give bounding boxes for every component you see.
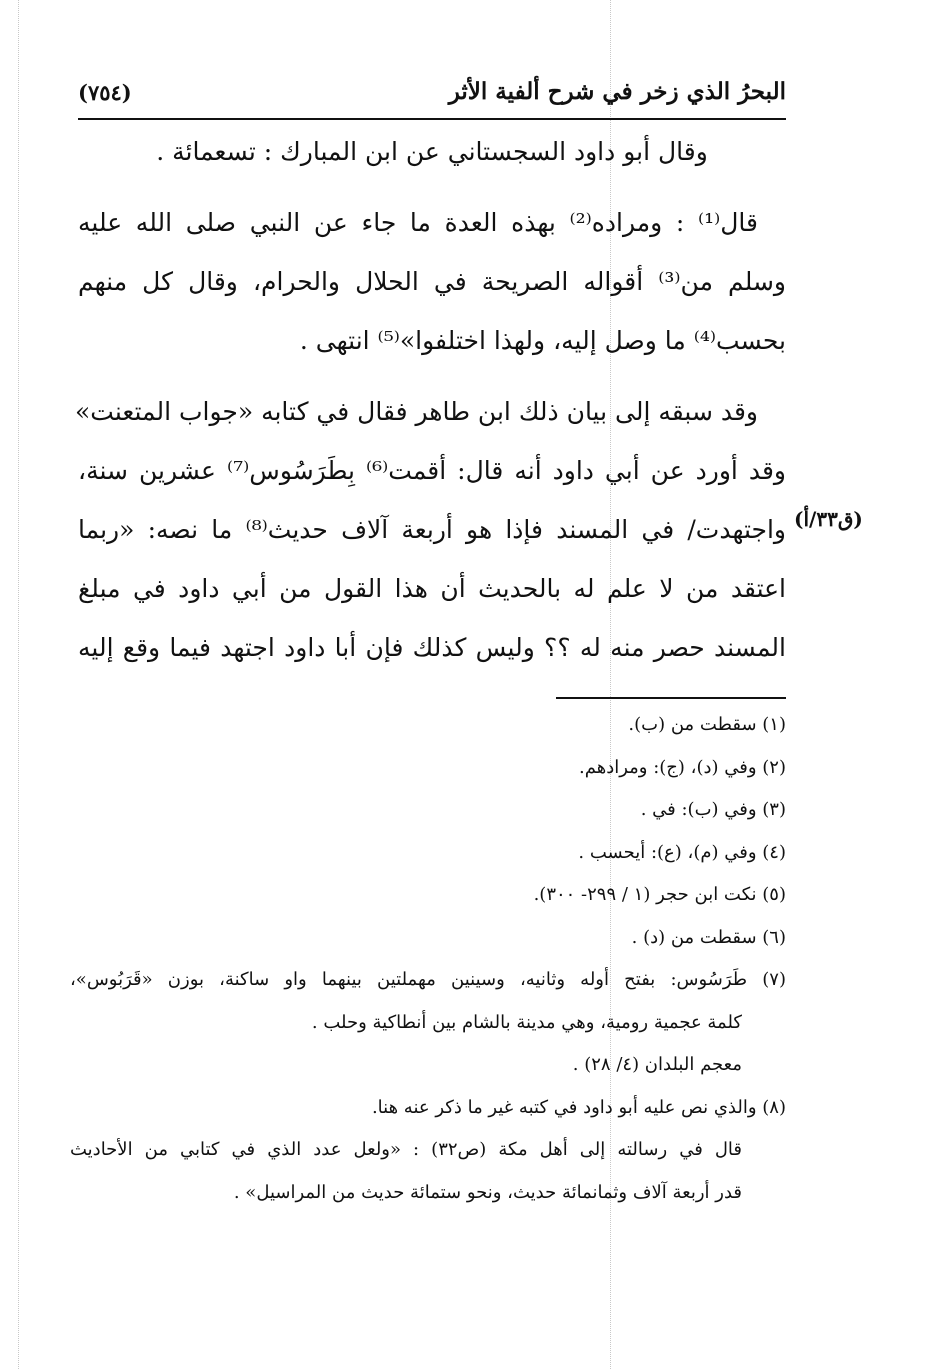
text-line: وسلم من⁽³⁾ أقواله الصريحة في الحلال والحرام، وقال كل منهم — [78, 267, 786, 296]
footnote: (١) سقطت من (ب). — [628, 714, 786, 735]
footnote: (٣) وفي (ب): في . — [640, 799, 786, 820]
text-line: واجتهدت/ في المسند فإذا هو أربعة آلاف حديث⁽⁸⁾ ما نصه: «ربما — [78, 515, 786, 544]
manuscript-folio-reference: (ق٣٣/أ) — [794, 507, 863, 531]
running-title: البحرُ الذي زخر في شرح ألفية الأثر — [448, 78, 786, 105]
footnote: (٨) والذي نص عليه أبو داود في كتبه غير ما ذكر عنه هنا. — [371, 1096, 786, 1118]
footnotes — [70, 704, 786, 1214]
footnote: (٧) طَرَسُوس: بفتح أوله وثانيه، وسينين مهملتين بينهما واو ساكنة، بوزن «قَرَبُوس»، — [70, 969, 786, 990]
footnote-continuation: معجم البلدان (٤/ ٢٨) . — [572, 1054, 742, 1075]
footnote-continuation: كلمة عجمية رومية، وهي مدينة بالشام بين أنطاكية وحلب . — [311, 1011, 742, 1033]
text-line: وقال أبو داود السجستاني عن ابن المبارك : تسعمائة . — [156, 137, 708, 166]
footnote: (٤) وفي (م)، (ع): أيحسب . — [578, 841, 786, 863]
text-line: وقد سبقه إلى بيان ذلك ابن طاهر فقال في كتابه «جواب المتعنت» — [75, 397, 758, 426]
footnote: (٢) وفي (د)، (ج): ومرادهم. — [579, 756, 786, 778]
footnote-divider — [556, 697, 786, 699]
text-line: قال⁽¹⁾ : ومراده⁽²⁾ بهذه العدة ما جاء عن النبي صلى الله عليه — [78, 208, 758, 237]
footnote-continuation: قدر أربعة آلاف وثمانمائة حديث، ونحو ستمائة حديث من المراسيل» . — [233, 1181, 742, 1203]
footnote: (٦) سقطت من (د) . — [631, 926, 786, 948]
main-text — [75, 122, 787, 677]
text-line: بحسب⁽⁴⁾ ما وصل إليه، ولهذا اختلفوا»⁽⁵⁾ انتهى . — [299, 326, 786, 355]
scan-artifact-line — [18, 0, 20, 1369]
page-header — [78, 74, 786, 120]
footnote: (٥) نكت ابن حجر (١ / ٢٩٩- ٣٠٠). — [533, 884, 786, 905]
page-number: (٧٥٤) — [78, 80, 132, 105]
text-line: اعتقد من لا علم له بالحديث أن هذا القول من أبي داود في مبلغ — [78, 574, 786, 603]
footnote-continuation: قال في رسالته إلى أهل مكة (ص٣٢) : «ولعل عدد الذي في كتابي من الأحاديث — [70, 1139, 743, 1160]
text-line: وقد أورد عن أبي داود أنه قال: أقمت⁽⁶⁾ بِطَرَسُوس⁽⁷⁾ عشرين سنة، — [78, 456, 787, 485]
text-line: المسند حصر منه له ؟؟ وليس كذلك فإن أبا داود اجتهد فيما وقع إليه — [78, 633, 786, 662]
